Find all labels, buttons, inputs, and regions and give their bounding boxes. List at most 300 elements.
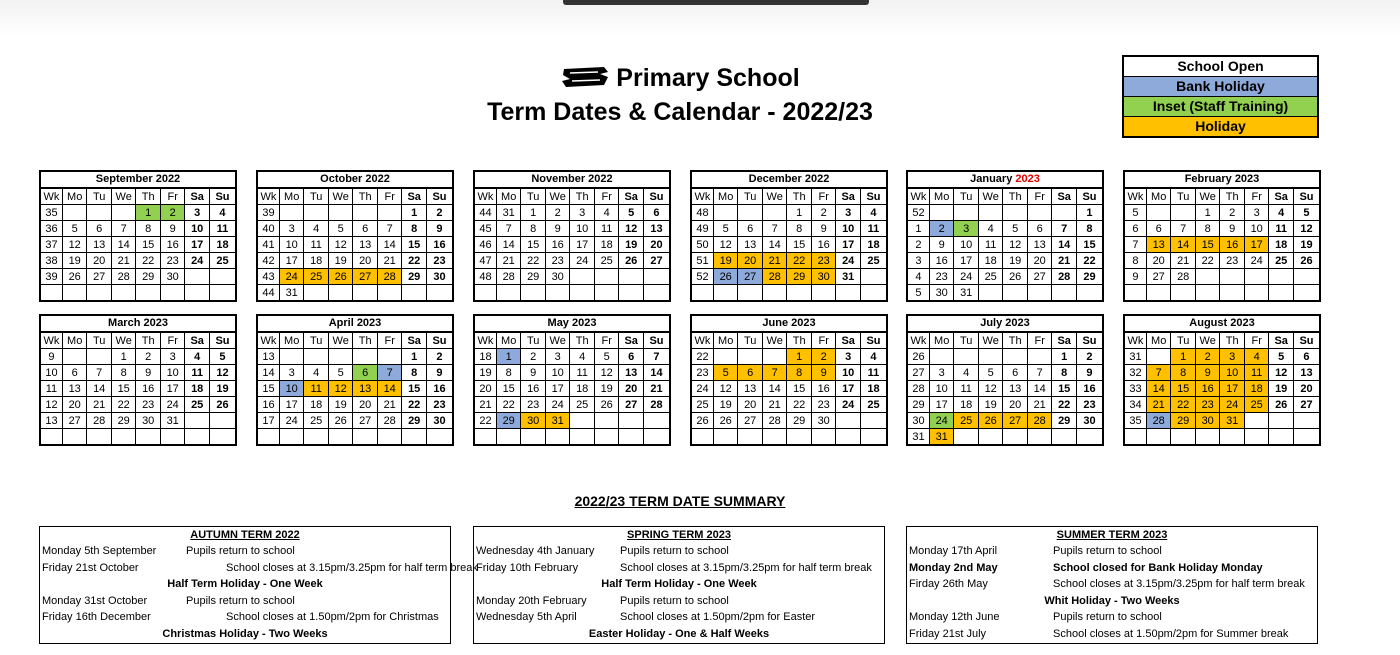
day-cell: 29 <box>111 413 136 429</box>
day-cell <box>87 429 112 445</box>
day-cell <box>185 269 210 285</box>
day-cell: 25 <box>1269 253 1294 269</box>
day-cell: 20 <box>353 397 378 413</box>
day-cell <box>787 285 812 301</box>
day-cell: 24 <box>1220 397 1245 413</box>
day-cell: 3 <box>279 221 304 237</box>
day-cell: 3 <box>545 349 570 365</box>
day-cell <box>87 285 112 301</box>
day-cell <box>713 429 738 445</box>
day-cell: 10 <box>160 365 185 381</box>
day-header: Wk <box>1125 333 1146 349</box>
day-cell <box>762 349 787 365</box>
day-cell: 9 <box>811 221 836 237</box>
day-cell: 9 <box>545 221 570 237</box>
week-number: 52 <box>692 269 713 285</box>
day-header: Su <box>1076 189 1102 205</box>
day-cell <box>328 429 353 445</box>
day-cell: 30 <box>426 269 452 285</box>
day-cell <box>738 349 763 365</box>
day-cell: 10 <box>1244 221 1269 237</box>
day-cell <box>160 429 185 445</box>
day-cell: 15 <box>402 381 427 397</box>
term-date: Monday 20th February <box>476 594 587 607</box>
day-cell: 2 <box>160 205 185 221</box>
day-cell: 1 <box>1195 205 1220 221</box>
week-number: 7 <box>1125 237 1146 253</box>
term-date: Wednesday 4th January <box>476 545 595 557</box>
week-number: 9 <box>41 349 62 365</box>
week-number: 40 <box>258 221 279 237</box>
day-cell: 18 <box>209 237 235 253</box>
day-cell: 11 <box>304 381 329 397</box>
day-cell: 2 <box>426 349 452 365</box>
day-cell: 19 <box>328 253 353 269</box>
month-grid <box>41 188 235 300</box>
day-cell <box>1293 285 1319 301</box>
day-header: Sa <box>1269 333 1294 349</box>
day-cell <box>1269 429 1294 445</box>
day-cell: 15 <box>1052 381 1077 397</box>
month-calendar <box>39 170 237 302</box>
day-cell: 25 <box>860 397 886 413</box>
day-cell: 13 <box>643 221 669 237</box>
day-cell: 15 <box>496 381 521 397</box>
week-number: 44 <box>475 205 496 221</box>
day-header: We <box>328 333 353 349</box>
day-cell: 27 <box>1293 397 1319 413</box>
month-calendar <box>690 170 888 302</box>
day-cell: 28 <box>377 269 402 285</box>
week-number: 31 <box>908 429 929 445</box>
day-cell: 15 <box>1076 237 1102 253</box>
day-cell: 7 <box>377 365 402 381</box>
day-cell: 2 <box>1076 349 1102 365</box>
day-cell: 17 <box>570 237 595 253</box>
day-cell: 8 <box>402 221 427 237</box>
day-cell: 24 <box>279 413 304 429</box>
day-header: Mo <box>929 333 954 349</box>
day-cell: 31 <box>954 285 979 301</box>
week-number: 45 <box>475 221 496 237</box>
day-cell: 15 <box>1171 381 1196 397</box>
month-calendar <box>1123 314 1321 446</box>
day-cell <box>62 349 87 365</box>
day-cell <box>62 205 87 221</box>
week-number: 22 <box>475 413 496 429</box>
day-cell: 29 <box>136 269 161 285</box>
day-cell <box>1293 429 1319 445</box>
day-cell: 30 <box>811 269 836 285</box>
day-cell: 18 <box>304 253 329 269</box>
day-cell: 27 <box>619 397 644 413</box>
day-header: We <box>1195 189 1220 205</box>
day-header: Wk <box>475 333 496 349</box>
day-cell: 20 <box>1146 253 1171 269</box>
day-cell: 30 <box>1076 413 1102 429</box>
day-header: Fr <box>160 189 185 205</box>
day-header: Su <box>643 189 669 205</box>
week-number: 23 <box>692 365 713 381</box>
legend-item: Bank Holiday <box>1124 77 1317 97</box>
day-cell: 26 <box>1293 253 1319 269</box>
day-cell <box>954 349 979 365</box>
week-number: 52 <box>908 205 929 221</box>
day-cell: 8 <box>1171 365 1196 381</box>
day-cell: 17 <box>279 397 304 413</box>
day-cell: 24 <box>570 253 595 269</box>
term-event: Pupils return to school <box>1053 545 1162 557</box>
week-number: 46 <box>475 237 496 253</box>
day-cell: 9 <box>1220 221 1245 237</box>
day-cell: 26 <box>619 253 644 269</box>
day-header: Fr <box>1244 189 1269 205</box>
day-header: Th <box>136 189 161 205</box>
day-cell: 1 <box>1052 349 1077 365</box>
term-event: School closes at 1.50pm/2pm for Easter <box>620 611 816 623</box>
day-cell <box>62 429 87 445</box>
day-cell <box>1146 205 1171 221</box>
day-cell: 11 <box>860 221 886 237</box>
week-number: 13 <box>258 349 279 365</box>
day-cell: 14 <box>496 237 521 253</box>
day-cell: 25 <box>570 397 595 413</box>
day-cell: 20 <box>1293 381 1319 397</box>
day-header: Sa <box>836 333 861 349</box>
month-title: May 2023 <box>475 316 669 332</box>
week-number: 39 <box>258 205 279 221</box>
day-cell: 24 <box>1244 253 1269 269</box>
day-cell: 18 <box>860 237 886 253</box>
term-date: Monday 12th June <box>909 611 1000 623</box>
day-cell: 9 <box>160 221 185 237</box>
month-grid <box>258 188 452 300</box>
day-cell: 13 <box>619 365 644 381</box>
day-cell <box>787 429 812 445</box>
day-cell: 14 <box>762 381 787 397</box>
day-cell: 31 <box>929 429 954 445</box>
day-cell <box>570 285 595 301</box>
day-cell: 22 <box>496 397 521 413</box>
day-cell: 20 <box>619 381 644 397</box>
day-cell: 29 <box>787 269 812 285</box>
day-header: Mo <box>713 189 738 205</box>
day-cell <box>62 285 87 301</box>
day-cell: 22 <box>521 253 546 269</box>
day-header: Tu <box>304 333 329 349</box>
day-cell: 12 <box>1003 237 1028 253</box>
day-cell <box>304 205 329 221</box>
day-cell: 4 <box>954 365 979 381</box>
day-cell: 5 <box>1293 205 1319 221</box>
day-cell: 24 <box>929 413 954 429</box>
day-cell: 3 <box>836 205 861 221</box>
week-number: 32 <box>1125 365 1146 381</box>
day-cell: 3 <box>185 205 210 221</box>
day-cell: 26 <box>713 413 738 429</box>
day-cell: 21 <box>643 381 669 397</box>
day-cell: 19 <box>619 237 644 253</box>
day-cell <box>1146 429 1171 445</box>
term-date: Monday 5th September <box>42 545 157 557</box>
day-cell <box>1244 269 1269 285</box>
day-cell: 31 <box>160 413 185 429</box>
day-cell: 13 <box>738 381 763 397</box>
day-cell <box>860 285 886 301</box>
term-date: Firday 26th May <box>909 578 988 590</box>
day-header: Tu <box>87 333 112 349</box>
day-cell: 14 <box>377 237 402 253</box>
day-cell: 9 <box>426 221 452 237</box>
term-event: School closed for Bank Holiday Monday <box>1053 561 1263 574</box>
day-cell: 17 <box>836 381 861 397</box>
day-cell: 17 <box>545 381 570 397</box>
week-number: 8 <box>1125 253 1146 269</box>
day-header: Tu <box>1171 333 1196 349</box>
day-header: Th <box>136 333 161 349</box>
term-date-row <box>40 609 450 626</box>
day-cell <box>1244 429 1269 445</box>
day-cell <box>978 429 1003 445</box>
day-cell: 18 <box>570 381 595 397</box>
day-cell <box>1171 285 1196 301</box>
day-cell: 15 <box>136 237 161 253</box>
week-number: 43 <box>258 269 279 285</box>
term-date: Monday 31st October <box>42 594 148 607</box>
day-cell: 3 <box>836 349 861 365</box>
day-cell: 23 <box>136 397 161 413</box>
day-header: Tu <box>954 333 979 349</box>
day-cell: 25 <box>860 253 886 269</box>
day-cell <box>328 349 353 365</box>
day-cell: 14 <box>1027 381 1052 397</box>
holiday-note: Easter Holiday - One & Half Weeks <box>588 627 770 640</box>
day-cell <box>209 285 235 301</box>
day-cell <box>594 285 619 301</box>
term-date-row <box>907 560 1317 577</box>
day-cell: 24 <box>185 253 210 269</box>
day-header: We <box>978 333 1003 349</box>
day-cell <box>594 413 619 429</box>
day-header: Sa <box>836 189 861 205</box>
day-cell <box>1269 285 1294 301</box>
day-cell: 30 <box>545 269 570 285</box>
day-cell: 27 <box>87 269 112 285</box>
day-header: Th <box>787 189 812 205</box>
day-cell: 18 <box>860 381 886 397</box>
day-cell <box>762 429 787 445</box>
day-cell: 4 <box>860 205 886 221</box>
day-cell: 28 <box>762 413 787 429</box>
day-cell <box>353 285 378 301</box>
day-cell <box>643 429 669 445</box>
month-grid <box>258 332 452 444</box>
term-event: School closes at 1.50pm/2pm for Christmas <box>226 611 439 623</box>
day-cell <box>209 429 235 445</box>
day-cell: 26 <box>328 413 353 429</box>
month-title: December 2022 <box>692 172 886 188</box>
term-date-row <box>907 626 1317 643</box>
day-cell: 1 <box>787 349 812 365</box>
week-number: 22 <box>692 349 713 365</box>
day-cell: 8 <box>402 365 427 381</box>
day-cell: 28 <box>377 413 402 429</box>
day-cell: 30 <box>521 413 546 429</box>
day-cell: 12 <box>62 237 87 253</box>
day-cell <box>377 205 402 221</box>
day-cell <box>1027 349 1052 365</box>
day-cell <box>643 413 669 429</box>
term-date-row <box>40 593 450 610</box>
day-cell <box>1076 429 1102 445</box>
day-cell <box>353 349 378 365</box>
day-cell: 19 <box>209 381 235 397</box>
day-cell: 22 <box>136 253 161 269</box>
day-cell: 6 <box>738 365 763 381</box>
month-title: June 2023 <box>692 316 886 332</box>
day-header: Th <box>1003 333 1028 349</box>
week-number <box>475 429 496 445</box>
day-cell: 15 <box>111 381 136 397</box>
day-cell: 3 <box>1244 205 1269 221</box>
day-cell: 19 <box>594 381 619 397</box>
day-cell: 1 <box>402 205 427 221</box>
day-cell <box>279 349 304 365</box>
day-cell: 5 <box>62 221 87 237</box>
day-cell: 9 <box>811 365 836 381</box>
day-cell: 6 <box>1146 221 1171 237</box>
day-cell <box>545 285 570 301</box>
day-header: Wk <box>1125 189 1146 205</box>
week-number: 33 <box>1125 381 1146 397</box>
day-cell: 6 <box>738 221 763 237</box>
day-cell <box>304 429 329 445</box>
day-cell: 18 <box>594 237 619 253</box>
day-cell <box>185 413 210 429</box>
day-cell: 27 <box>1027 269 1052 285</box>
day-header: Tu <box>304 189 329 205</box>
day-cell: 6 <box>1027 221 1052 237</box>
day-cell: 16 <box>521 381 546 397</box>
day-cell: 2 <box>929 221 954 237</box>
page-subtitle: Term Dates & Calendar - 2022/23 <box>487 98 873 126</box>
day-cell: 17 <box>954 253 979 269</box>
day-cell <box>1027 285 1052 301</box>
day-header: Mo <box>279 333 304 349</box>
day-cell: 14 <box>1052 237 1077 253</box>
day-cell: 24 <box>954 269 979 285</box>
term-event: Pupils return to school <box>186 545 295 557</box>
term-summary-box <box>906 526 1318 644</box>
term-date-row <box>907 576 1317 593</box>
term-event: School closes at 3.15pm/3.25pm for half term break <box>620 561 872 574</box>
day-cell <box>954 205 979 221</box>
day-cell: 4 <box>594 205 619 221</box>
week-number: 14 <box>258 365 279 381</box>
day-cell: 27 <box>643 253 669 269</box>
term-date-row <box>40 560 478 577</box>
day-cell: 5 <box>328 221 353 237</box>
term-date-row <box>40 543 450 560</box>
day-cell <box>185 285 210 301</box>
day-cell: 5 <box>1003 221 1028 237</box>
day-cell: 28 <box>1052 269 1077 285</box>
day-cell: 15 <box>1195 237 1220 253</box>
week-number: 28 <box>908 381 929 397</box>
day-cell: 21 <box>1027 397 1052 413</box>
day-header: Wk <box>908 189 929 205</box>
day-cell <box>643 269 669 285</box>
term-event: Pupils return to school <box>620 594 729 607</box>
day-cell: 18 <box>1269 237 1294 253</box>
day-cell: 4 <box>209 205 235 221</box>
day-cell: 21 <box>1052 253 1077 269</box>
week-number: 5 <box>1125 205 1146 221</box>
day-cell: 14 <box>1171 237 1196 253</box>
day-cell: 23 <box>545 253 570 269</box>
day-cell: 16 <box>1220 237 1245 253</box>
day-cell <box>594 429 619 445</box>
day-cell: 11 <box>570 365 595 381</box>
day-cell <box>860 429 886 445</box>
day-cell: 8 <box>787 221 812 237</box>
day-cell: 16 <box>160 237 185 253</box>
day-cell: 15 <box>402 237 427 253</box>
day-cell: 11 <box>594 221 619 237</box>
day-cell: 11 <box>185 365 210 381</box>
day-cell: 7 <box>762 365 787 381</box>
day-cell <box>1220 285 1245 301</box>
day-header: Mo <box>62 189 87 205</box>
day-header: Sa <box>1052 189 1077 205</box>
day-cell: 24 <box>836 397 861 413</box>
week-number <box>692 429 713 445</box>
term-summary-box <box>473 526 885 644</box>
term-date-row <box>474 593 884 610</box>
week-number: 15 <box>258 381 279 397</box>
day-cell: 19 <box>1269 381 1294 397</box>
day-cell: 17 <box>836 237 861 253</box>
day-cell <box>304 349 329 365</box>
day-cell: 3 <box>954 221 979 237</box>
day-header: Su <box>643 333 669 349</box>
week-number: 10 <box>41 365 62 381</box>
day-cell: 28 <box>1146 413 1171 429</box>
day-cell <box>811 429 836 445</box>
day-header: Th <box>353 189 378 205</box>
week-number: 48 <box>475 269 496 285</box>
day-cell <box>426 429 452 445</box>
day-cell: 12 <box>1293 221 1319 237</box>
term-summary-box <box>39 526 478 644</box>
week-number: 16 <box>258 397 279 413</box>
day-cell <box>185 429 210 445</box>
month-title: April 2023 <box>258 316 452 332</box>
day-cell: 5 <box>209 349 235 365</box>
week-number: 27 <box>908 365 929 381</box>
day-cell <box>619 269 644 285</box>
month-title: October 2022 <box>258 172 452 188</box>
day-cell: 10 <box>1220 365 1245 381</box>
day-cell <box>978 285 1003 301</box>
day-cell: 29 <box>1052 413 1077 429</box>
day-cell <box>713 349 738 365</box>
day-cell <box>209 413 235 429</box>
day-cell: 2 <box>545 205 570 221</box>
day-cell: 20 <box>738 397 763 413</box>
week-number: 49 <box>692 221 713 237</box>
day-cell: 14 <box>643 365 669 381</box>
